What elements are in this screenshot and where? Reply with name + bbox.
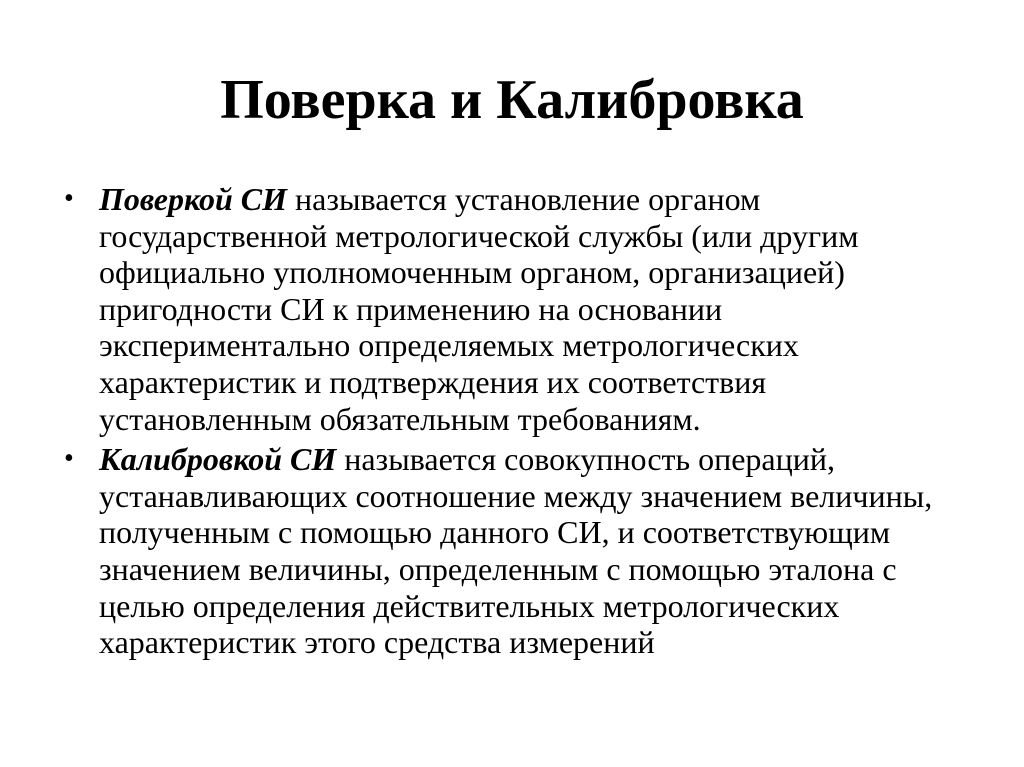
bullet-item-poverka xyxy=(64,181,964,437)
bullet-list xyxy=(64,181,964,665)
term-poverka: Поверкой СИ xyxy=(99,181,288,217)
definition-kalibrovka: называется совокупность операций, устанавливающих соотношение между значением величины, полученным с помощью данного СИ, и соответствующим значением величины, определенным с помощью эталона с целью определения действительных метрологических характеристик этого средства измерений xyxy=(99,441,933,661)
slide-title: Поверка и Калибровка xyxy=(220,69,804,131)
term-kalibrovka: Калибровкой СИ xyxy=(99,441,337,478)
bullet-marker: • xyxy=(64,443,74,475)
bullet-item-kalibrovka xyxy=(64,441,964,661)
definition-poverka: называется установление органом государственной метрологической службы (или другим официально уполномоченным органом, организацией) пригодности СИ к применению на основании экспериментально определяемых метрологических характеристик и подтверждения их соответствия установленным обязательным требованиям. xyxy=(99,181,859,437)
bullet-marker: • xyxy=(64,183,74,214)
